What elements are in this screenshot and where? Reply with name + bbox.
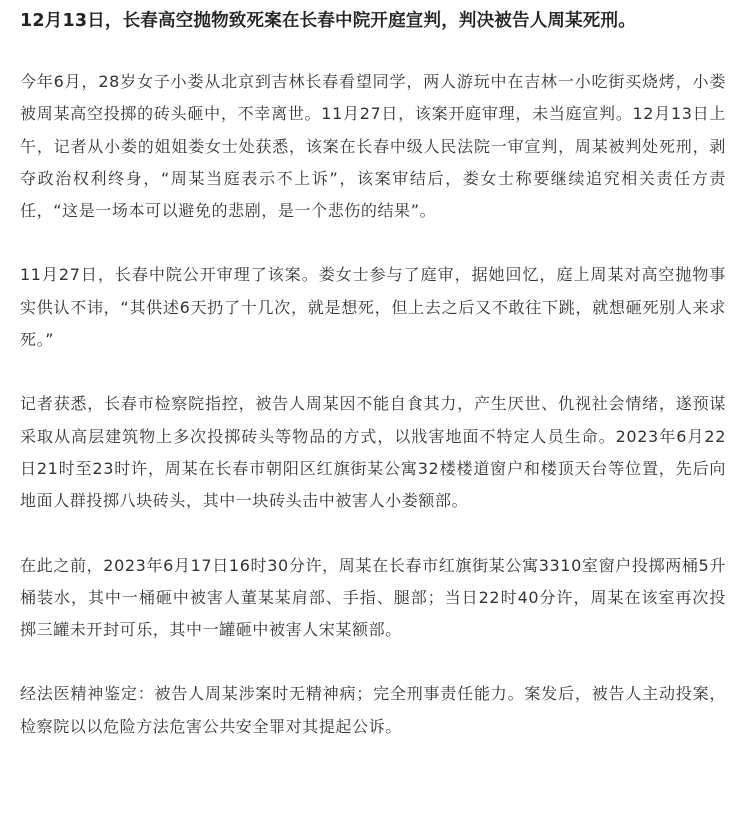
news-article (20, 0, 726, 743)
article-paragraph-1: 今年6月，28岁女子小娄从北京到吉林长春看望同学，两人游玩中在吉林一小吃街买烧烤，小娄被周某高空投掷的砖头砸中，不幸离世。11月27日，该案开庭审理，未当庭宣判。12月13日上午，记者从小娄的姐姐娄女士处获悉，该案在长春中级人民法院一审宣判，周某被判处死刑，剥夺政治权利终身，“周某当庭表示不上诉”，该案审结后，娄女士称要继续追究相关责任方责任，“这是一场本可以避免的悲剧，是一个悲伤的结果”。 (20, 72, 726, 221)
article-paragraph-2: 11月27日，长春中院公开审理了该案。娄女士参与了庭审，据她回忆，庭上周某对高空抛物事实供认不讳，“其供述6天扔了十几次，就是想死，但上去之后又不敢往下跳，就想砸死别人来求死。” (20, 265, 726, 350)
article-headline: 12月13日，长春高空抛物致死案在长春中院开庭宣判，判决被告人周某死刑。 (20, 11, 636, 31)
article-paragraph-5: 经法医精神鉴定：被告人周某涉案时无精神病；完全刑事责任能力。案发后，被告人主动投案，检察院以以危险方法危害公共安全罪对其提起公诉。 (20, 684, 726, 736)
article-paragraph-3: 记者获悉，长春市检察院指控，被告人周某因不能自食其力，产生厌世、仇视社会情绪，遂预谋采取从高层建筑物上多次投掷砖头等物品的方式，以戕害地面不特定人员生命。2023年6月22日21时至23时许，周某在长春市朝阳区红旗街某公寓32楼楼道窗户和楼顶天台等位置，先后向地面人群投掷八块砖头，其中一块砖头击中被害人小娄额部。 (20, 394, 726, 511)
article-paragraph-4: 在此之前，2023年6月17日16时30分许，周某在长春市红旗街某公寓3310室窗户投掷两桶5升桶装水，其中一桶砸中被害人董某某肩部、手指、腿部；当日22时40分许，周某在该室再次投掷三罐未开封可乐，其中一罐砸中被害人宋某额部。 (20, 555, 726, 640)
